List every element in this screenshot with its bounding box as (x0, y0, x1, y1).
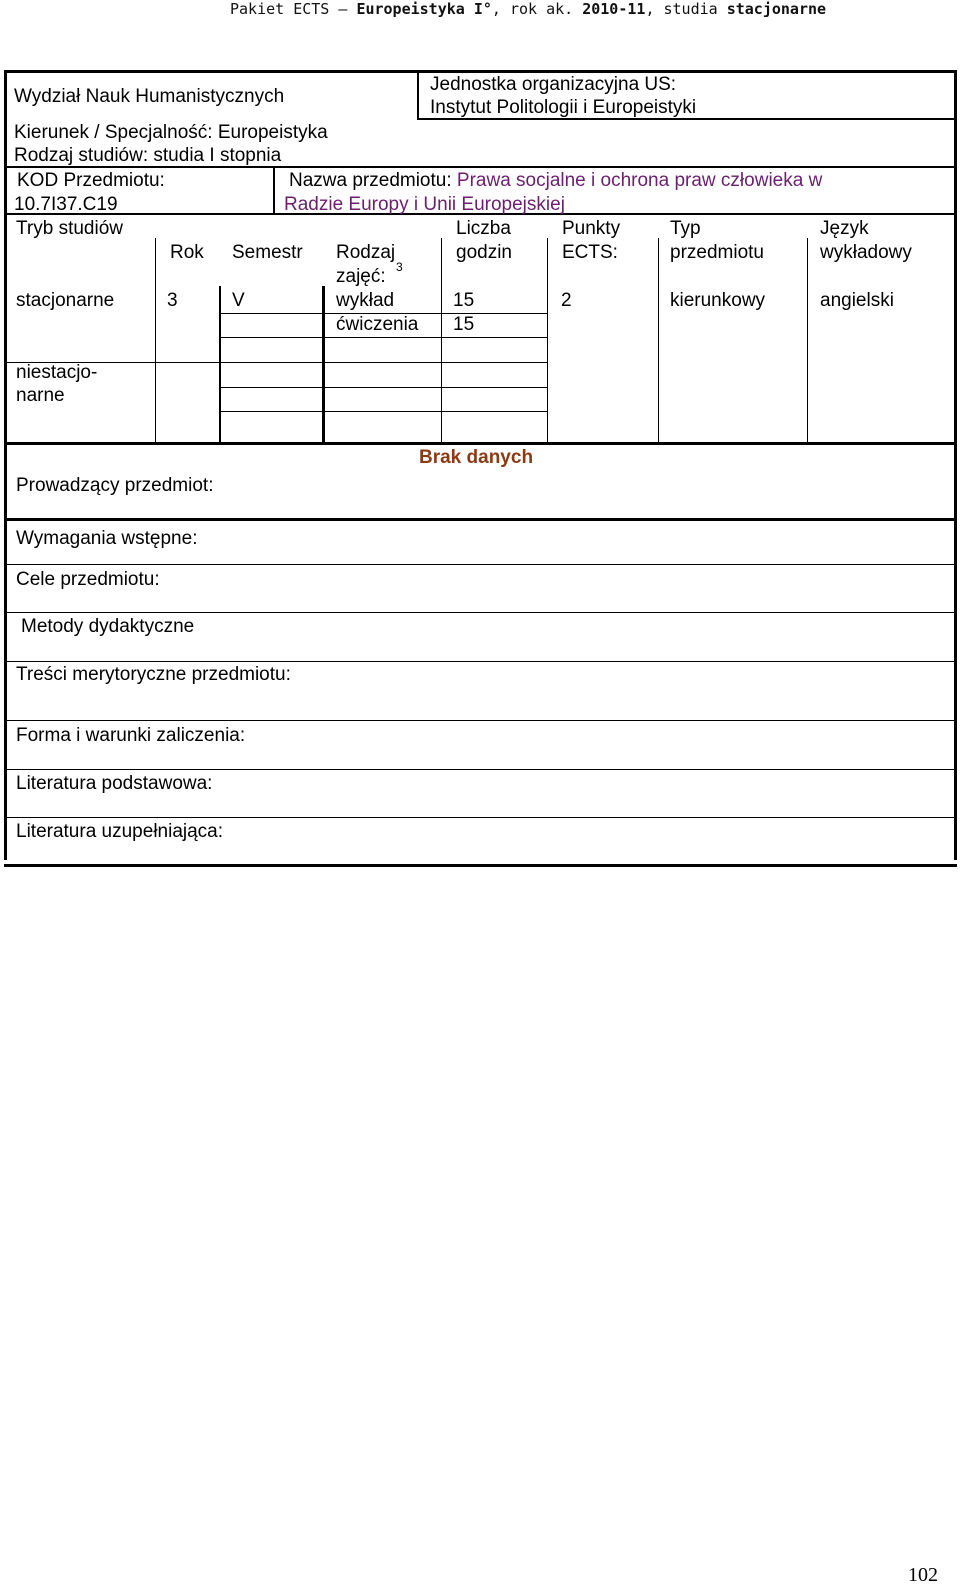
details-bottom-border (4, 864, 957, 867)
header-sep: , studia (645, 0, 727, 18)
row-part-time-2: narne (16, 385, 65, 406)
header-class-type-1: Rodzaj (336, 242, 396, 263)
header-class-type-footnote: 3 (396, 260, 403, 274)
study-type: Rodzaj studiów: studia I stopnia (14, 145, 282, 166)
header-ects-1: Punkty (562, 218, 621, 239)
goals-bottom-border (4, 612, 957, 613)
running-header (230, 0, 826, 18)
col-line-semestr-bold (219, 286, 221, 443)
lit-basic-bottom-border (4, 817, 957, 818)
header-type-2: przedmiotu (670, 242, 764, 263)
faculty-name: Wydział Nauk Humanistycznych (14, 86, 285, 107)
page-number: 102 (908, 1564, 938, 1586)
header-type-1: Typ (670, 218, 701, 239)
course-name-line-2: Radzie Europy i Unii Europejskiej (284, 194, 565, 215)
unit-value: Instytut Politologii i Europeistyki (430, 97, 697, 118)
course-code-label: KOD Przedmiotu: (17, 170, 165, 191)
header-hours-1: Liczba (456, 218, 511, 239)
row-line-niestac-1 (219, 387, 548, 388)
methods-bottom-border (4, 661, 957, 662)
cell-year: 3 (167, 290, 178, 311)
col-line-jezyk (807, 238, 808, 443)
requirements-label: Wymagania wstępne: (16, 528, 198, 549)
info-top-border (4, 70, 957, 73)
field-of-study: Kierunek / Specjalność: Europeistyka (14, 122, 328, 143)
header-class-type-2-text: zajęć: (336, 266, 386, 287)
lit-extra-label: Literatura uzupełniająca: (16, 821, 224, 842)
header-program: Europeistyka I° (356, 0, 492, 18)
header-year: 2010-11 (582, 0, 646, 18)
header-hours-2: godzin (456, 242, 512, 263)
course-name-line-1 (289, 170, 822, 192)
col-line-typ (658, 238, 659, 443)
col-line-rok (155, 238, 156, 443)
course-name-label: Nazwa przedmiotu: (289, 170, 452, 191)
cell-ects: 2 (561, 290, 572, 311)
outer-right-border (954, 70, 957, 860)
cell-exercises-hours: 15 (453, 314, 475, 335)
row-line-niestac-2 (219, 411, 548, 412)
lit-basic-label: Literatura podstawowa: (16, 773, 213, 794)
unit-label: Jednostka organizacyjna US: (430, 74, 677, 95)
header-language-2: wykładowy (820, 242, 912, 263)
header-study-mode: Tryb studiów (16, 218, 123, 239)
header-semester: Semestr (232, 242, 303, 263)
col-line-rodzaj-bold (322, 286, 325, 443)
col-line-ects (547, 238, 548, 443)
course-name-value-1: Prawa socjalne i ochrona praw człowieka w (456, 170, 823, 191)
assessment-bottom-border (4, 769, 957, 770)
assessment-label: Forma i warunki zaliczenia: (16, 725, 246, 746)
code-name-divider (273, 166, 275, 214)
lecturer-bottom-border (4, 518, 957, 521)
cell-exercises: ćwiczenia (336, 314, 419, 335)
header-class-type-2 (336, 266, 386, 288)
row-line-cwiczenia (219, 337, 548, 338)
cell-lecture: wykład (336, 290, 395, 311)
outer-left-border (4, 70, 7, 860)
goals-label: Cele przedmiotu: (16, 569, 160, 590)
content-label: Treści merytoryczne przedmiotu: (16, 664, 291, 685)
header-mode: stacjonarne (726, 0, 827, 18)
table-bottom-border (4, 442, 957, 445)
header-language-1: Język (820, 218, 869, 239)
cell-language: angielski (820, 290, 894, 311)
cell-course-type: kierunkowy (670, 290, 766, 311)
header-ects-2: ECTS: (562, 242, 618, 263)
header-prefix: Pakiet ECTS – (230, 0, 357, 18)
unit-divider-vertical (417, 70, 419, 120)
col-line-godzin (441, 238, 442, 443)
requirements-bottom-border (4, 564, 957, 565)
lecturer-label: Prowadzący przedmiot: (16, 475, 214, 496)
methods-label: Metody dydaktyczne (21, 616, 195, 637)
course-code-value: 10.7I37.C19 (14, 194, 118, 215)
cell-lecture-hours: 15 (453, 290, 475, 311)
row-full-time: stacjonarne (16, 290, 115, 311)
header-year: Rok (170, 242, 204, 263)
lecturer-value: Brak danych (419, 447, 534, 468)
header-mid: , rok ak. (491, 0, 583, 18)
cell-semester: V (232, 290, 245, 311)
row-part-time-1: niestacjo- (16, 362, 98, 383)
content-bottom-border (4, 720, 957, 721)
